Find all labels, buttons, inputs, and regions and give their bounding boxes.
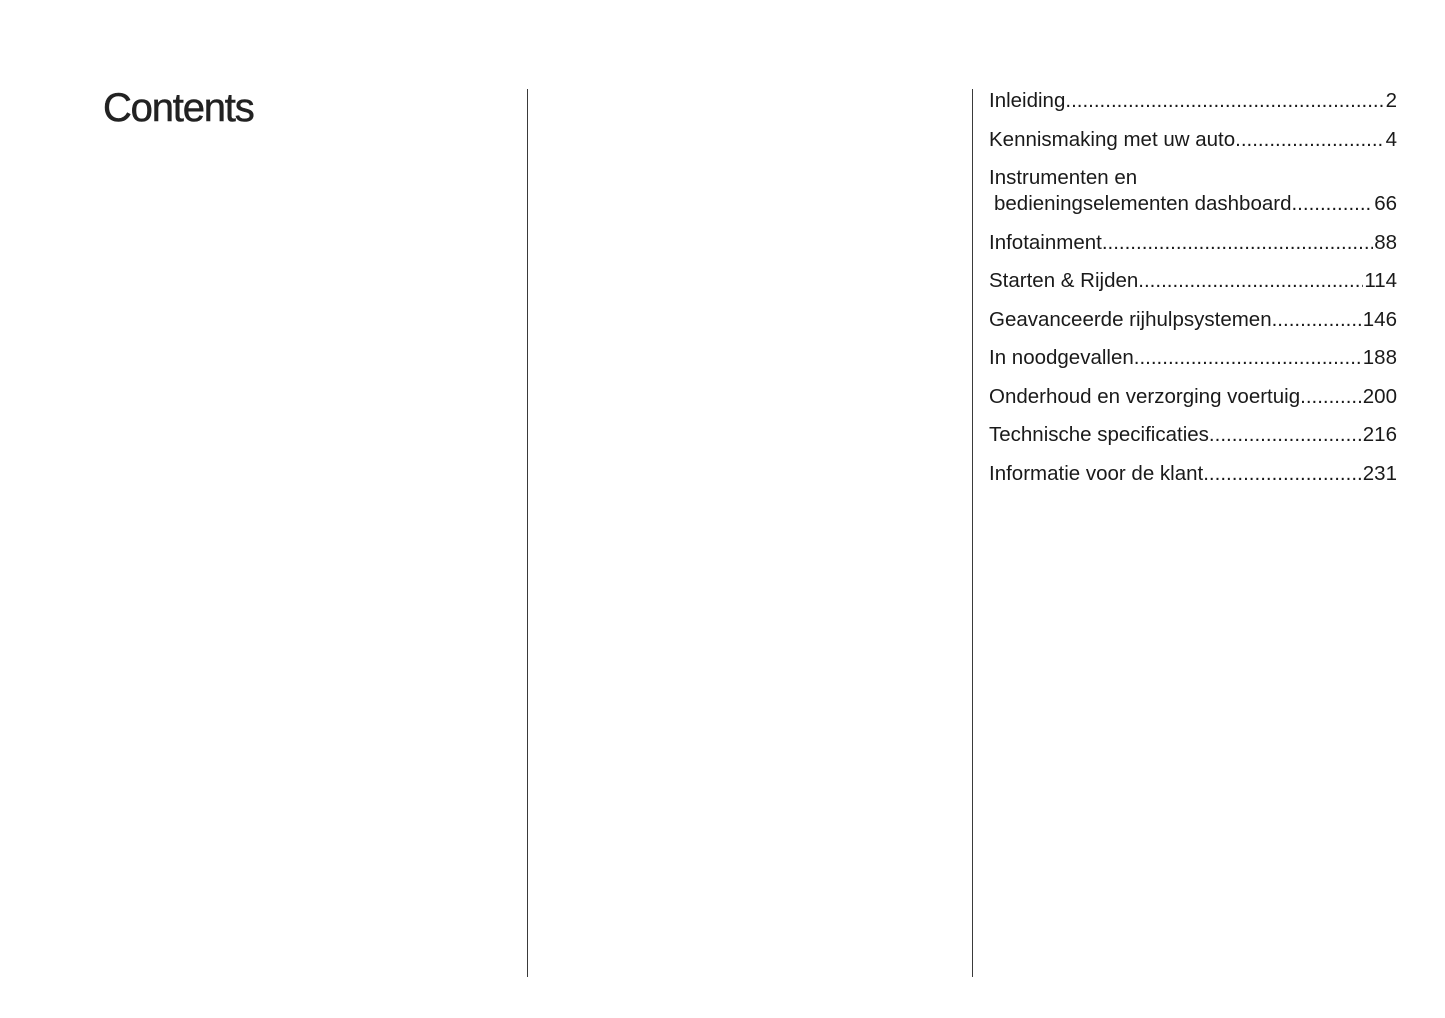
toc-entry-rijhulpsystemen[interactable]: [989, 307, 1397, 333]
dot-leader: [1291, 191, 1373, 217]
dot-leader: [1138, 268, 1363, 294]
dot-leader: [1134, 345, 1362, 371]
toc-entry-title-line1: Instrumenten en: [989, 166, 1138, 189]
toc-entry-starten-rijden[interactable]: [989, 268, 1397, 294]
toc-entry-klantinformatie[interactable]: [989, 461, 1397, 487]
toc-entry-page: 4: [1385, 127, 1397, 151]
page-title: Contents: [103, 86, 254, 130]
toc-entry-noodgevallen[interactable]: [989, 345, 1397, 371]
toc-entry-title: Kennismaking met uw auto: [989, 127, 1236, 151]
toc-entry-title: Geavanceerde rijhulpsystemen: [989, 307, 1272, 331]
dot-leader: [1102, 230, 1373, 256]
toc-entry-title: Onderhoud en verzorging voertuig: [989, 384, 1301, 408]
toc-entry-onderhoud[interactable]: [989, 384, 1397, 410]
toc-entry-title: Informatie voor de klant: [989, 461, 1204, 485]
dot-leader: [1203, 461, 1362, 487]
dot-leader: [1300, 384, 1362, 410]
toc-entry-infotainment[interactable]: [989, 230, 1397, 256]
toc-entry-page: 2: [1385, 89, 1397, 112]
toc-entry-title: Technische specificaties: [989, 423, 1209, 446]
dot-leader: [1272, 307, 1362, 333]
dot-leader: [1235, 127, 1384, 153]
toc-entry-specificaties[interactable]: [989, 422, 1397, 448]
toc-entry-instrumenten[interactable]: [989, 165, 1397, 217]
toc-entry-title: In noodgevallen: [989, 346, 1134, 369]
toc-entry-title: Starten & Rijden: [989, 269, 1139, 292]
toc-entry-page: 200: [1362, 384, 1397, 408]
toc-entry-page: 66: [1374, 192, 1397, 215]
toc-entry-page: 114: [1364, 269, 1397, 292]
dot-leader: [1065, 88, 1384, 114]
toc-entry-inleiding[interactable]: [989, 88, 1397, 114]
toc-entry-page: 231: [1362, 461, 1397, 485]
toc-entry-page: 146: [1362, 307, 1397, 331]
toc-entry-title: Infotainment: [989, 230, 1102, 254]
toc-entry-page: 188: [1362, 346, 1397, 369]
table-of-contents: [989, 88, 1397, 499]
toc-entry-kennismaking[interactable]: [989, 127, 1397, 153]
column-divider-right: [972, 89, 973, 977]
column-divider-left: [527, 89, 528, 977]
toc-entry-title-line2: bedieningselementen dashboard: [994, 192, 1292, 215]
toc-entry-title: Inleiding: [989, 89, 1066, 112]
dot-leader: [1209, 422, 1362, 448]
toc-entry-page: 216: [1362, 423, 1397, 446]
toc-entry-page: 88: [1374, 230, 1397, 254]
